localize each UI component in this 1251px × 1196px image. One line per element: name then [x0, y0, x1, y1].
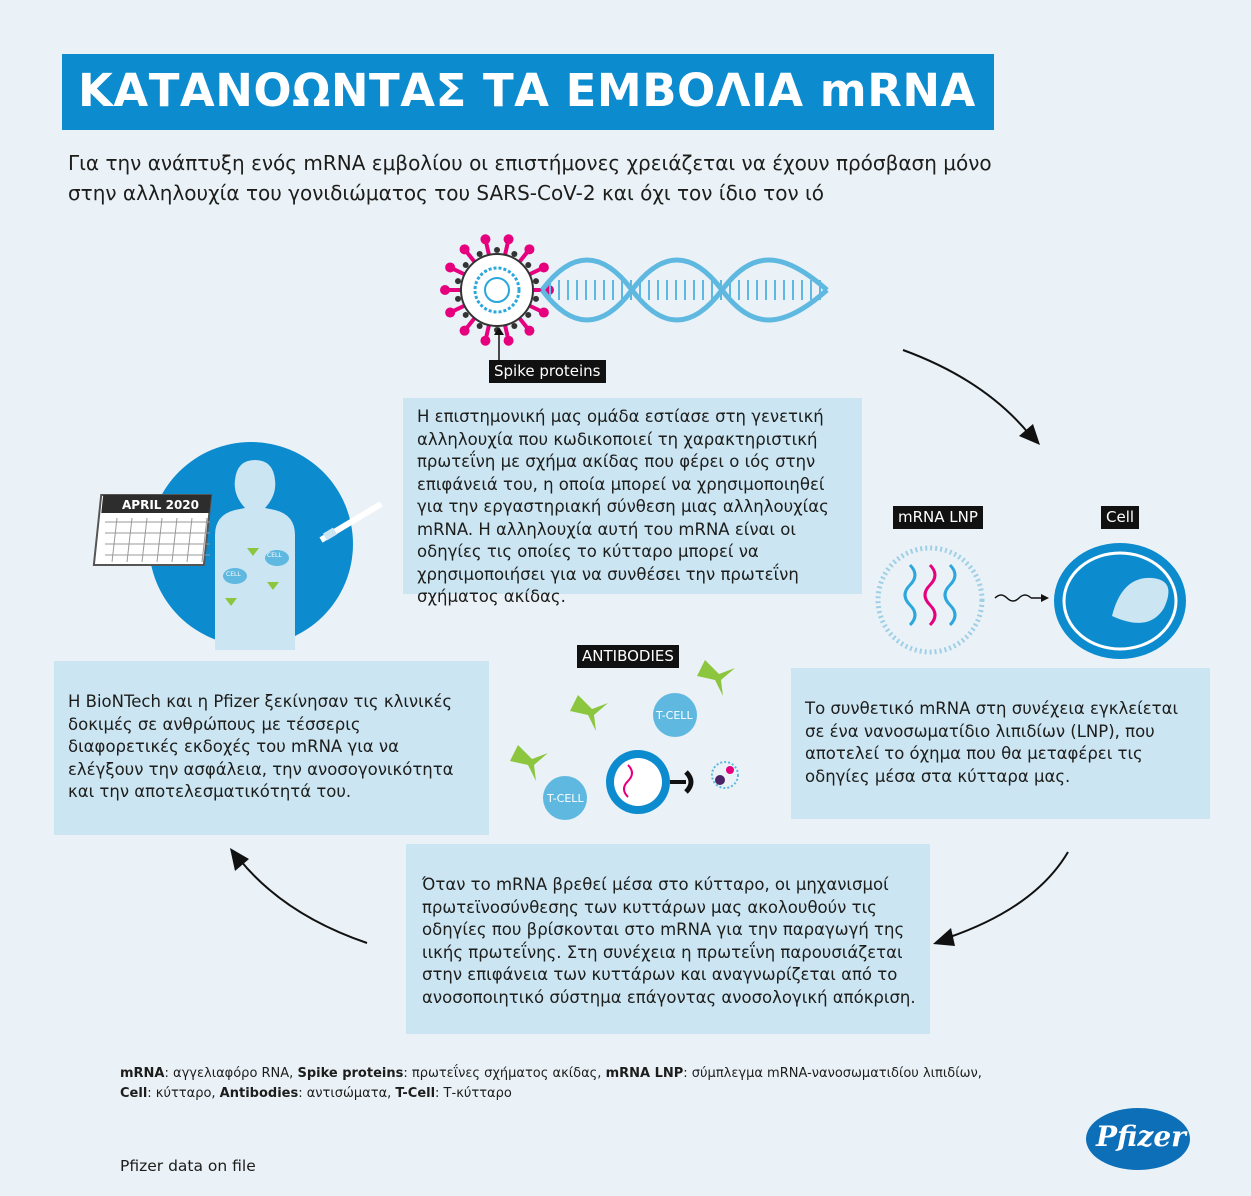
- arrow-to-step3: [925, 848, 1075, 958]
- cell-illustration: [1052, 541, 1192, 661]
- human-illustration: [95, 440, 355, 650]
- mrna-lnp-label: mRNA LNP: [893, 506, 983, 529]
- page-subtitle: Για την ανάπτυξη ενός mRNA εμβολίου οι επιστήμονες χρειάζεται να έχουν πρόσβαση μόνο στην αλληλουχία του γονιδιώματος του SARS-CoV-2 και όχι τον ίδιο τον ιό: [68, 151, 992, 205]
- step3-text: Όταν το mRNA βρεθεί μέσα στο κύτταρο, οι μηχανισμοί πρωτεϊνοσύνθεσης των κυττάρων μας ακολουθούν τις οδηγίες που βρίσκονται στο mRNA για την παραγωγή της ιικής πρωτεΐνης. Στη συνέχεια η πρωτεΐνη παρουσιάζεται στην επιφάνεια των κυττάρων και αναγνωρίζεται από το ανοσοποιητικό σύστημα επάγοντας ανοσολογική απόκριση.: [422, 875, 916, 1007]
- footer-source: Pfizer data on file: [120, 1157, 256, 1175]
- step3-box: [406, 844, 930, 1034]
- antibodies-label: ANTIBODIES: [577, 645, 679, 668]
- step4-text: Η BioNTech και η Pfizer ξεκίνησαν τις κλινικές δοκιμές σε ανθρώπους με τέσσερις διαφορετικές εκδοχές του mRNA για να ελέγξουν την ασφάλεια, την ανοσογονικότητα και την αποτελεσματικότητά του.: [68, 692, 454, 801]
- title-bar: [62, 54, 994, 130]
- lnp-illustration: [870, 545, 990, 655]
- step2-box: [791, 668, 1210, 819]
- legend: [120, 1064, 1020, 1104]
- step2-text: Το συνθετικό mRNA στη συνέχεια εγκλείεται σε ένα νανοσωματίδιο λιπιδίων (LNP), που αποτελεί το όχημα που θα μεταφέρει τις οδηγίες μέσα στα κύτταρα μας.: [805, 699, 1179, 786]
- spike-proteins-label: Spike proteins: [489, 360, 606, 383]
- legend-def-lnp: : σύμπλεγμα mRNA-νανοσωματιδίου λιπιδίων,: [683, 1066, 982, 1081]
- legend-term-mrna: mRNA: [120, 1066, 165, 1081]
- arrow-to-lnp: [895, 340, 1055, 450]
- legend-term-lnp: mRNA LNP: [605, 1066, 684, 1081]
- virus-illustration: [432, 235, 832, 345]
- step4-box: [54, 661, 489, 835]
- legend-term-cell: Cell: [120, 1086, 148, 1101]
- cell-small-label-2: CELL: [226, 571, 241, 578]
- page-title: ΚΑΤΑΝΟΩΝΤΑΣ ΤΑ ΕΜΒΟΛΙΑ mRNA: [78, 64, 976, 117]
- legend-def-tcell: : Τ-κύτταρο: [435, 1086, 512, 1101]
- legend-term-tcell: T-Cell: [395, 1086, 436, 1101]
- legend-term-spike: Spike proteins: [297, 1066, 404, 1081]
- arrow-to-step4: [225, 845, 375, 945]
- step1-box: [403, 398, 862, 606]
- cell-small-label-1: CELL: [267, 552, 282, 559]
- pfizer-logo: [1086, 1108, 1190, 1170]
- step1-text: Η επιστημονική μας ομάδα εστίασε στη γενετική αλληλουχία που κωδικοποιεί τη χαρακτηριστική πρωτεΐνη με σχήμα ακίδας που φέρει ο ιός στην επιφάνειά του, η οποία μπορεί να χρησιμοποιηθεί για την εργαστηριακή σύνθεση μιας αλληλουχίας mRNA. Η αλληλουχία αυτή του mRNA είναι οι οδηγίες τις οποίες το κύτταρο μπορεί να χρησιμοποιήσει για να συνθέσει την πρωτεΐνη σχήματος ακίδας.: [417, 407, 829, 606]
- legend-def-mrna: : αγγελιαφόρο RNA,: [164, 1066, 298, 1081]
- tcell-label-2: T-CELL: [547, 792, 584, 805]
- calendar-label: APRIL 2020: [122, 498, 200, 512]
- pfizer-logo-text: Pfizer: [1096, 1120, 1186, 1153]
- legend-term-antibodies: Antibodies: [219, 1086, 299, 1101]
- tcell-label-1: T-CELL: [656, 709, 693, 722]
- legend-def-spike: : πρωτεΐνες σχήματος ακίδας,: [403, 1066, 606, 1081]
- cell-label: Cell: [1101, 506, 1139, 529]
- legend-def-cell: : κύτταρο,: [147, 1086, 220, 1101]
- legend-def-antibodies: : αντισώματα,: [298, 1086, 396, 1101]
- lnp-to-cell-arrow: [993, 588, 1053, 608]
